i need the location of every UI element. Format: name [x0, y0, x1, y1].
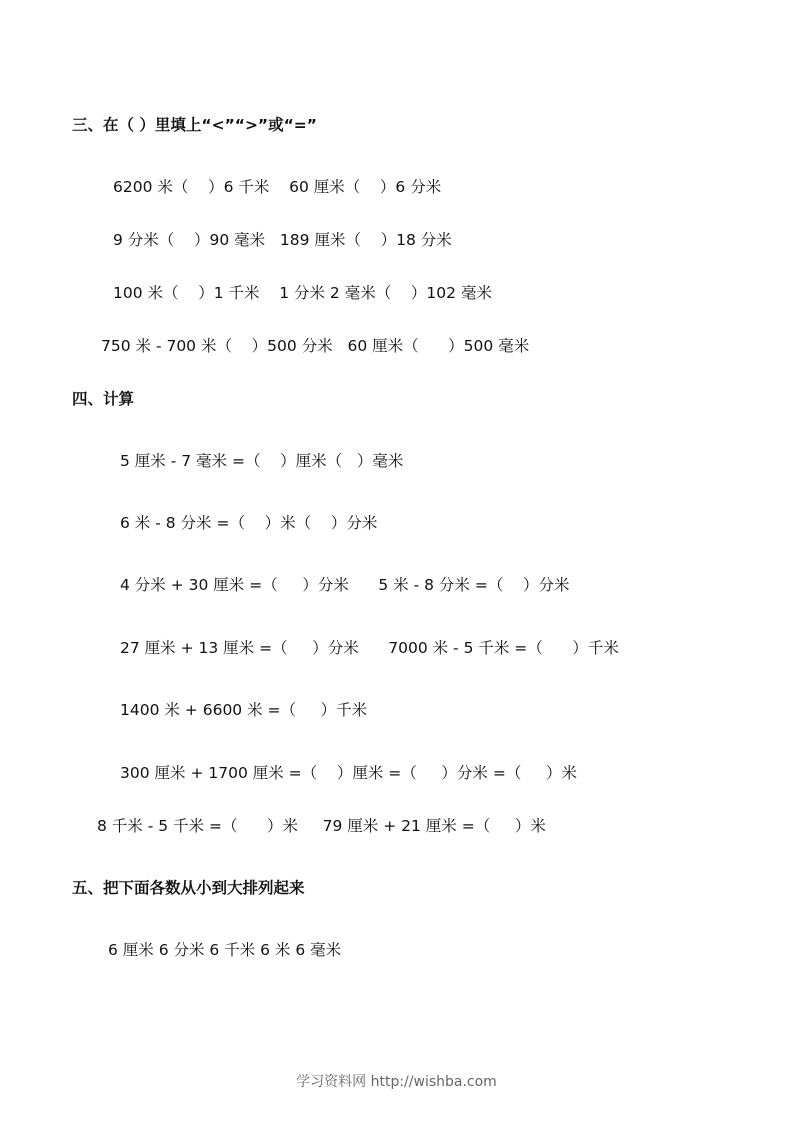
- footer-watermark: 学习资料网 http://wishba.com: [296, 1074, 497, 1090]
- section-4-heading: 四、计算: [72, 390, 135, 408]
- calc-question-7: 8 千米 - 5 千米 =（ ）米 79 厘米 + 21 厘米 =（ ）米: [97, 817, 546, 835]
- compare-question-3: 100 米（ ）1 千米 1 分米 2 毫米（ ）102 毫米: [113, 284, 492, 302]
- calc-question-3: 4 分米 + 30 厘米 =（ ）分米 5 米 - 8 分米 =（ ）分米: [120, 576, 570, 594]
- compare-question-1: 6200 米（ ）6 千米 60 厘米（ ）6 分米: [113, 178, 442, 196]
- section-3-heading: 三、在（ ）里填上“<”“>”或“=”: [72, 116, 317, 134]
- calc-question-5: 1400 米 + 6600 米 =（ ）千米: [120, 701, 368, 719]
- compare-question-2: 9 分米（ ）90 毫米 189 厘米（ ）18 分米: [113, 231, 452, 249]
- ordering-question: 6 厘米 6 分米 6 千米 6 米 6 毫米: [108, 941, 342, 959]
- section-5-heading: 五、把下面各数从小到大排列起来: [72, 879, 305, 897]
- calc-question-4: 27 厘米 + 13 厘米 =（ ）分米 7000 米 - 5 千米 =（ ）千米: [120, 639, 619, 657]
- calc-question-6: 300 厘米 + 1700 厘米 =（ ）厘米 =（ ）分米 =（ ）米: [120, 764, 577, 782]
- calc-question-2: 6 米 - 8 分米 =（ ）米（ ）分米: [120, 514, 378, 532]
- compare-question-4: 750 米 - 700 米（ ）500 分米 60 厘米（ ）500 毫米: [101, 337, 530, 355]
- calc-question-1: 5 厘米 - 7 毫米 =（ ）厘米（ ）毫米: [120, 452, 404, 470]
